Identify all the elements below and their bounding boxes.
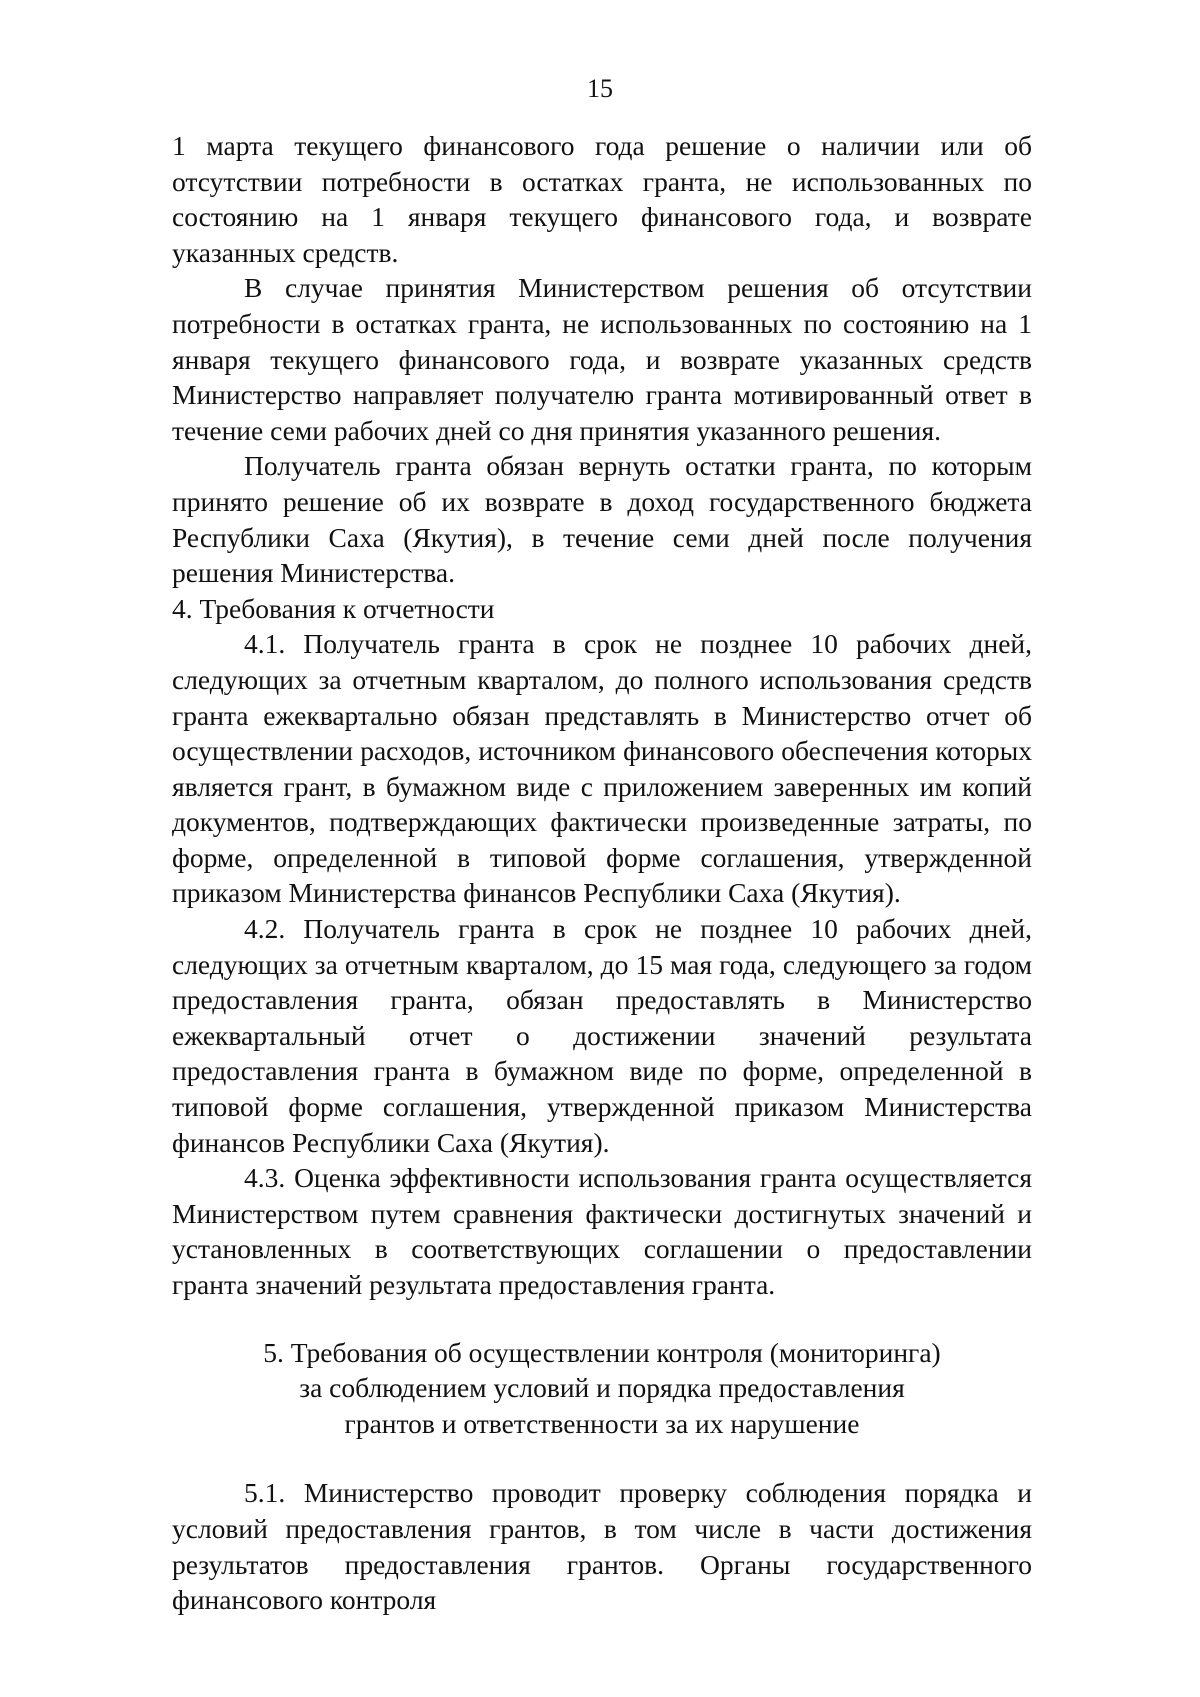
section-heading-4: 4. Требования к отчетности: [172, 592, 495, 624]
section-heading-5-line: грантов и ответственности за их нарушение: [344, 1407, 860, 1439]
paragraph-4-3: 4.3. Оценка эффективности использования гранта осуществляется Министерством путем сравнения фактически достигнутых значений и установленных в соответствующих соглашении о предоставлении гранта значений результата предоставления гранта.: [172, 1162, 1032, 1300]
paragraph: Получатель гранта обязан вернуть остатки гранта, по которым принято решение об их возврате в доход государственного бюджета Республики Саха (Якутия), в течение семи дней после получения решения Министерства.: [172, 450, 1032, 589]
paragraph-4-1: 4.1. Получатель гранта в срок не позднее 10 рабочих дней, следующих за отчетным кварталом, до полного использования средств гранта ежеквартально обязан представлять в Министерство отчет об осуществлении расходов, источником финансового обеспечения которых является грант, в бумажном виде с приложением заверенных им копий документов, подтверждающих фактически произведенные затраты, по форме, определенной в типовой форме соглашения, утвержденной приказом Министерства финансов Республики Саха (Якутия).: [172, 628, 1032, 909]
document-body: [172, 128, 1032, 1618]
section-heading-5-line: за соблюдением условий и порядка предоставления: [299, 1372, 905, 1404]
section-heading-5: [172, 1335, 1032, 1442]
page-number: 15: [587, 74, 613, 103]
paragraph: 1 марта текущего финансового года решение о наличии или об отсутствии потребности в остатках гранта, не использованных по состоянию на 1 января текущего финансового года, и возврате указанных средств.: [172, 130, 1032, 268]
paragraph-4-2: 4.2. Получатель гранта в срок не позднее 10 рабочих дней, следующих за отчетным кварталом, до 15 мая года, следующего за годом предоставления гранта, обязан предоставлять в Министерство ежеквартальный отчет о достижении значений результата предоставления гранта в бумажном виде по форме, определенной в типовой форме соглашения, утвержденной приказом Министерства финансов Республики Саха (Якутия).: [172, 913, 1032, 1158]
section-heading-5-line: 5. Требования об осуществлении контроля (мониторинга): [263, 1336, 941, 1368]
paragraph-5-1: 5.1. Министерство проводит проверку соблюдения порядка и условий предоставления грантов, в том числе в части достижения результатов предоставления грантов. Органы государственного финансового контроля: [172, 1477, 1032, 1616]
paragraph: В случае принятия Министерством решения об отсутствии потребности в остатках гранта, не использованных по состоянию на 1 января текущего финансового года, и возврате указанных средств Министерство направляет получателю гранта мотивированный ответ в течение семи рабочих дней со дня принятия указанного решения.: [172, 272, 1032, 446]
